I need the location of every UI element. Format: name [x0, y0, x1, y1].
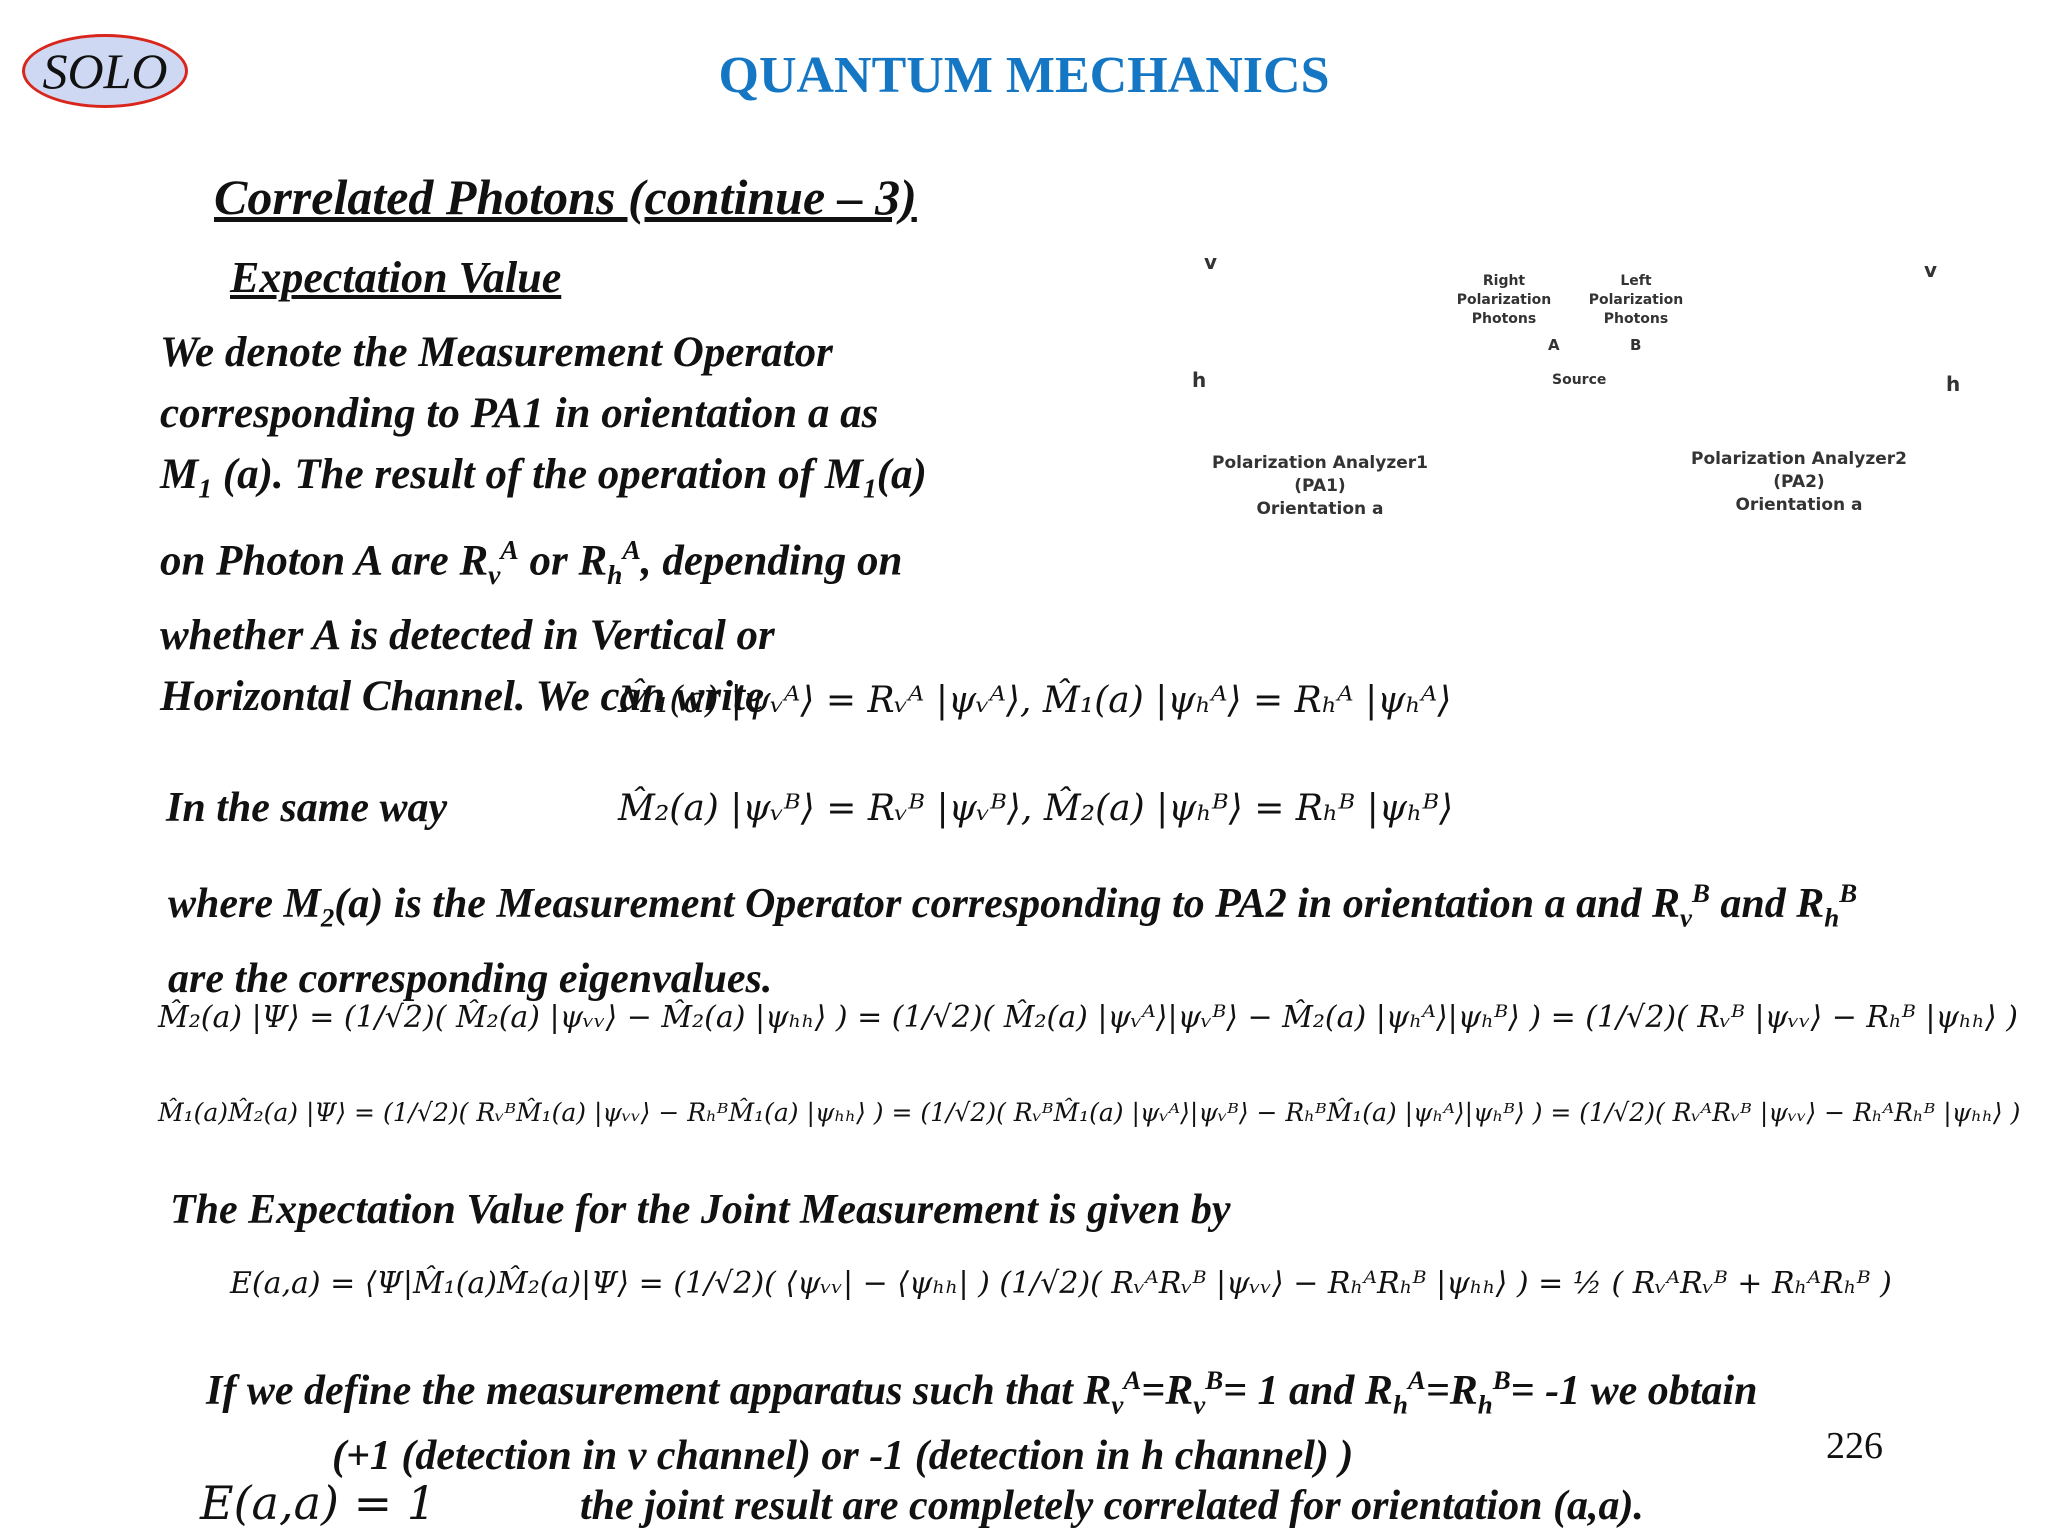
joint-measurement-text: The Expectation Value for the Joint Measurement is given by — [170, 1187, 1231, 1233]
where-line-2: are the corresponding eigenvalues. — [168, 956, 773, 1003]
intro-line-2: corresponding to PA1 in orientation a as — [160, 390, 879, 437]
equation-4: M̂₁(a)M̂₂(a) |Ψ⟩ = (1/√2)( RᵥᴮM̂₁(a) |ψᵥᵥ⟩ − RₕᴮM̂₁(a) |ψₕₕ⟩ ) = (1/√2)( RᵥᴮM̂₁(a) |ψᵥᴬ⟩|ψᵥᴮ⟩ − RₕᴮM̂₁(a) |ψₕᴬ⟩|ψₕᴮ⟩ ) = (1/√2)( RᵥᴬRᵥᴮ |ψᵥᵥ⟩ − RₕᴬRₕᴮ |ψₕₕ⟩ ) — [158, 1098, 2021, 1127]
pa2-title: Polarization Analyzer2 (PA2) — [1691, 449, 1907, 492]
pa1-orientation: Orientation a — [1256, 499, 1384, 519]
equation-1: M̂₁(a) |ψᵥᴬ⟩ = Rᵥᴬ |ψᵥᴬ⟩, M̂₁(a) |ψₕᴬ⟩ = Rₕᴬ |ψₕᴬ⟩ — [618, 680, 1452, 721]
intro-line-5: whether A is detected in Vertical or — [160, 611, 775, 659]
right-photons-label: Right Polarization Photons — [1456, 273, 1552, 327]
define-paragraph — [206, 1354, 2006, 1482]
intro-line-1: We denote the Measurement Operator — [160, 329, 833, 376]
same-way-text: In the same way — [166, 785, 448, 831]
equation-6: E(a,a) = 1 — [200, 1476, 436, 1530]
intro-line-4: on Photon A are $R_v^A$ or $R_h^A$, depending on — [160, 533, 903, 590]
pa1-title: Polarization Analyzer1 (PA1) — [1212, 453, 1428, 496]
pa2-orientation: Orientation a — [1735, 495, 1863, 515]
intro-line-6: Horizontal Channel. We can write — [160, 672, 765, 720]
equation-5: E(a,a) = ⟨Ψ|M̂₁(a)M̂₂(a)|Ψ⟩ = (1/√2)( ⟨ψᵥᵥ| − ⟨ψₕₕ| ) (1/√2)( RᵥᴬRᵥᴮ |ψᵥᵥ⟩ − RₕᴬRₕᴮ |ψₕₕ⟩ ) = ½ ( RᵥᴬRᵥᴮ + RₕᴬRₕᴮ ) — [230, 1266, 1892, 1301]
conclusion-text: the joint result are completely correlated for orientation (a,a). — [580, 1483, 1644, 1529]
v-left-label: v — [1204, 250, 1218, 274]
h-left-label: h — [1192, 368, 1207, 392]
source-label: Source — [1552, 372, 1607, 388]
logo-text: SOLO — [42, 43, 168, 99]
define-line-2: (+1 (detection in v channel) or -1 (detection in h channel) ) — [332, 1433, 1354, 1480]
left-photons-label: Left Polarization Photons — [1588, 273, 1684, 327]
section-heading: Correlated Photons (continue – 3) — [214, 169, 917, 225]
page-title: QUANTUM MECHANICS — [718, 47, 1330, 104]
photon-b-label: B — [1630, 336, 1642, 354]
define-line-1: If we define the measurement apparatus such that $R_v^A=R_v^B= 1$ and $R_h^A=R_h^B= -1$ we obtain — [206, 1365, 1758, 1420]
intro-paragraph — [160, 322, 1040, 727]
h-right-label: h — [1946, 372, 1961, 396]
pa2-label — [1666, 448, 1932, 517]
pa1-label — [1190, 452, 1450, 521]
equation-3: M̂₂(a) |Ψ⟩ = (1/√2)( M̂₂(a) |ψᵥᵥ⟩ − M̂₂(a) |ψₕₕ⟩ ) = (1/√2)( M̂₂(a) |ψᵥᴬ⟩|ψᵥᴮ⟩ − M̂₂(a) |ψₕᴬ⟩|ψₕᴮ⟩ ) = (1/√2)( Rᵥᴮ |ψᵥᵥ⟩ − Rₕᴮ |ψₕₕ⟩ ) — [158, 1000, 2018, 1035]
where-paragraph — [168, 862, 2028, 1010]
photon-a-label: A — [1548, 336, 1560, 354]
subsection-heading: Expectation Value — [230, 253, 562, 302]
v-right-label: v — [1924, 258, 1938, 282]
intro-line-3: $M_1$ (a). The result of the operation of $M_1(a)$ — [160, 451, 927, 504]
where-line-1: where $M_2(a)$ is the Measurement Operator corresponding to PA2 in orientation a and $R_v^B$ and $R_h^B$ — [168, 878, 1858, 933]
page-number: 226 — [1826, 1425, 1883, 1467]
equation-2: M̂₂(a) |ψᵥᴮ⟩ = Rᵥᴮ |ψᵥᴮ⟩, M̂₂(a) |ψₕᴮ⟩ = Rₕᴮ |ψₕᴮ⟩ — [618, 788, 1454, 829]
